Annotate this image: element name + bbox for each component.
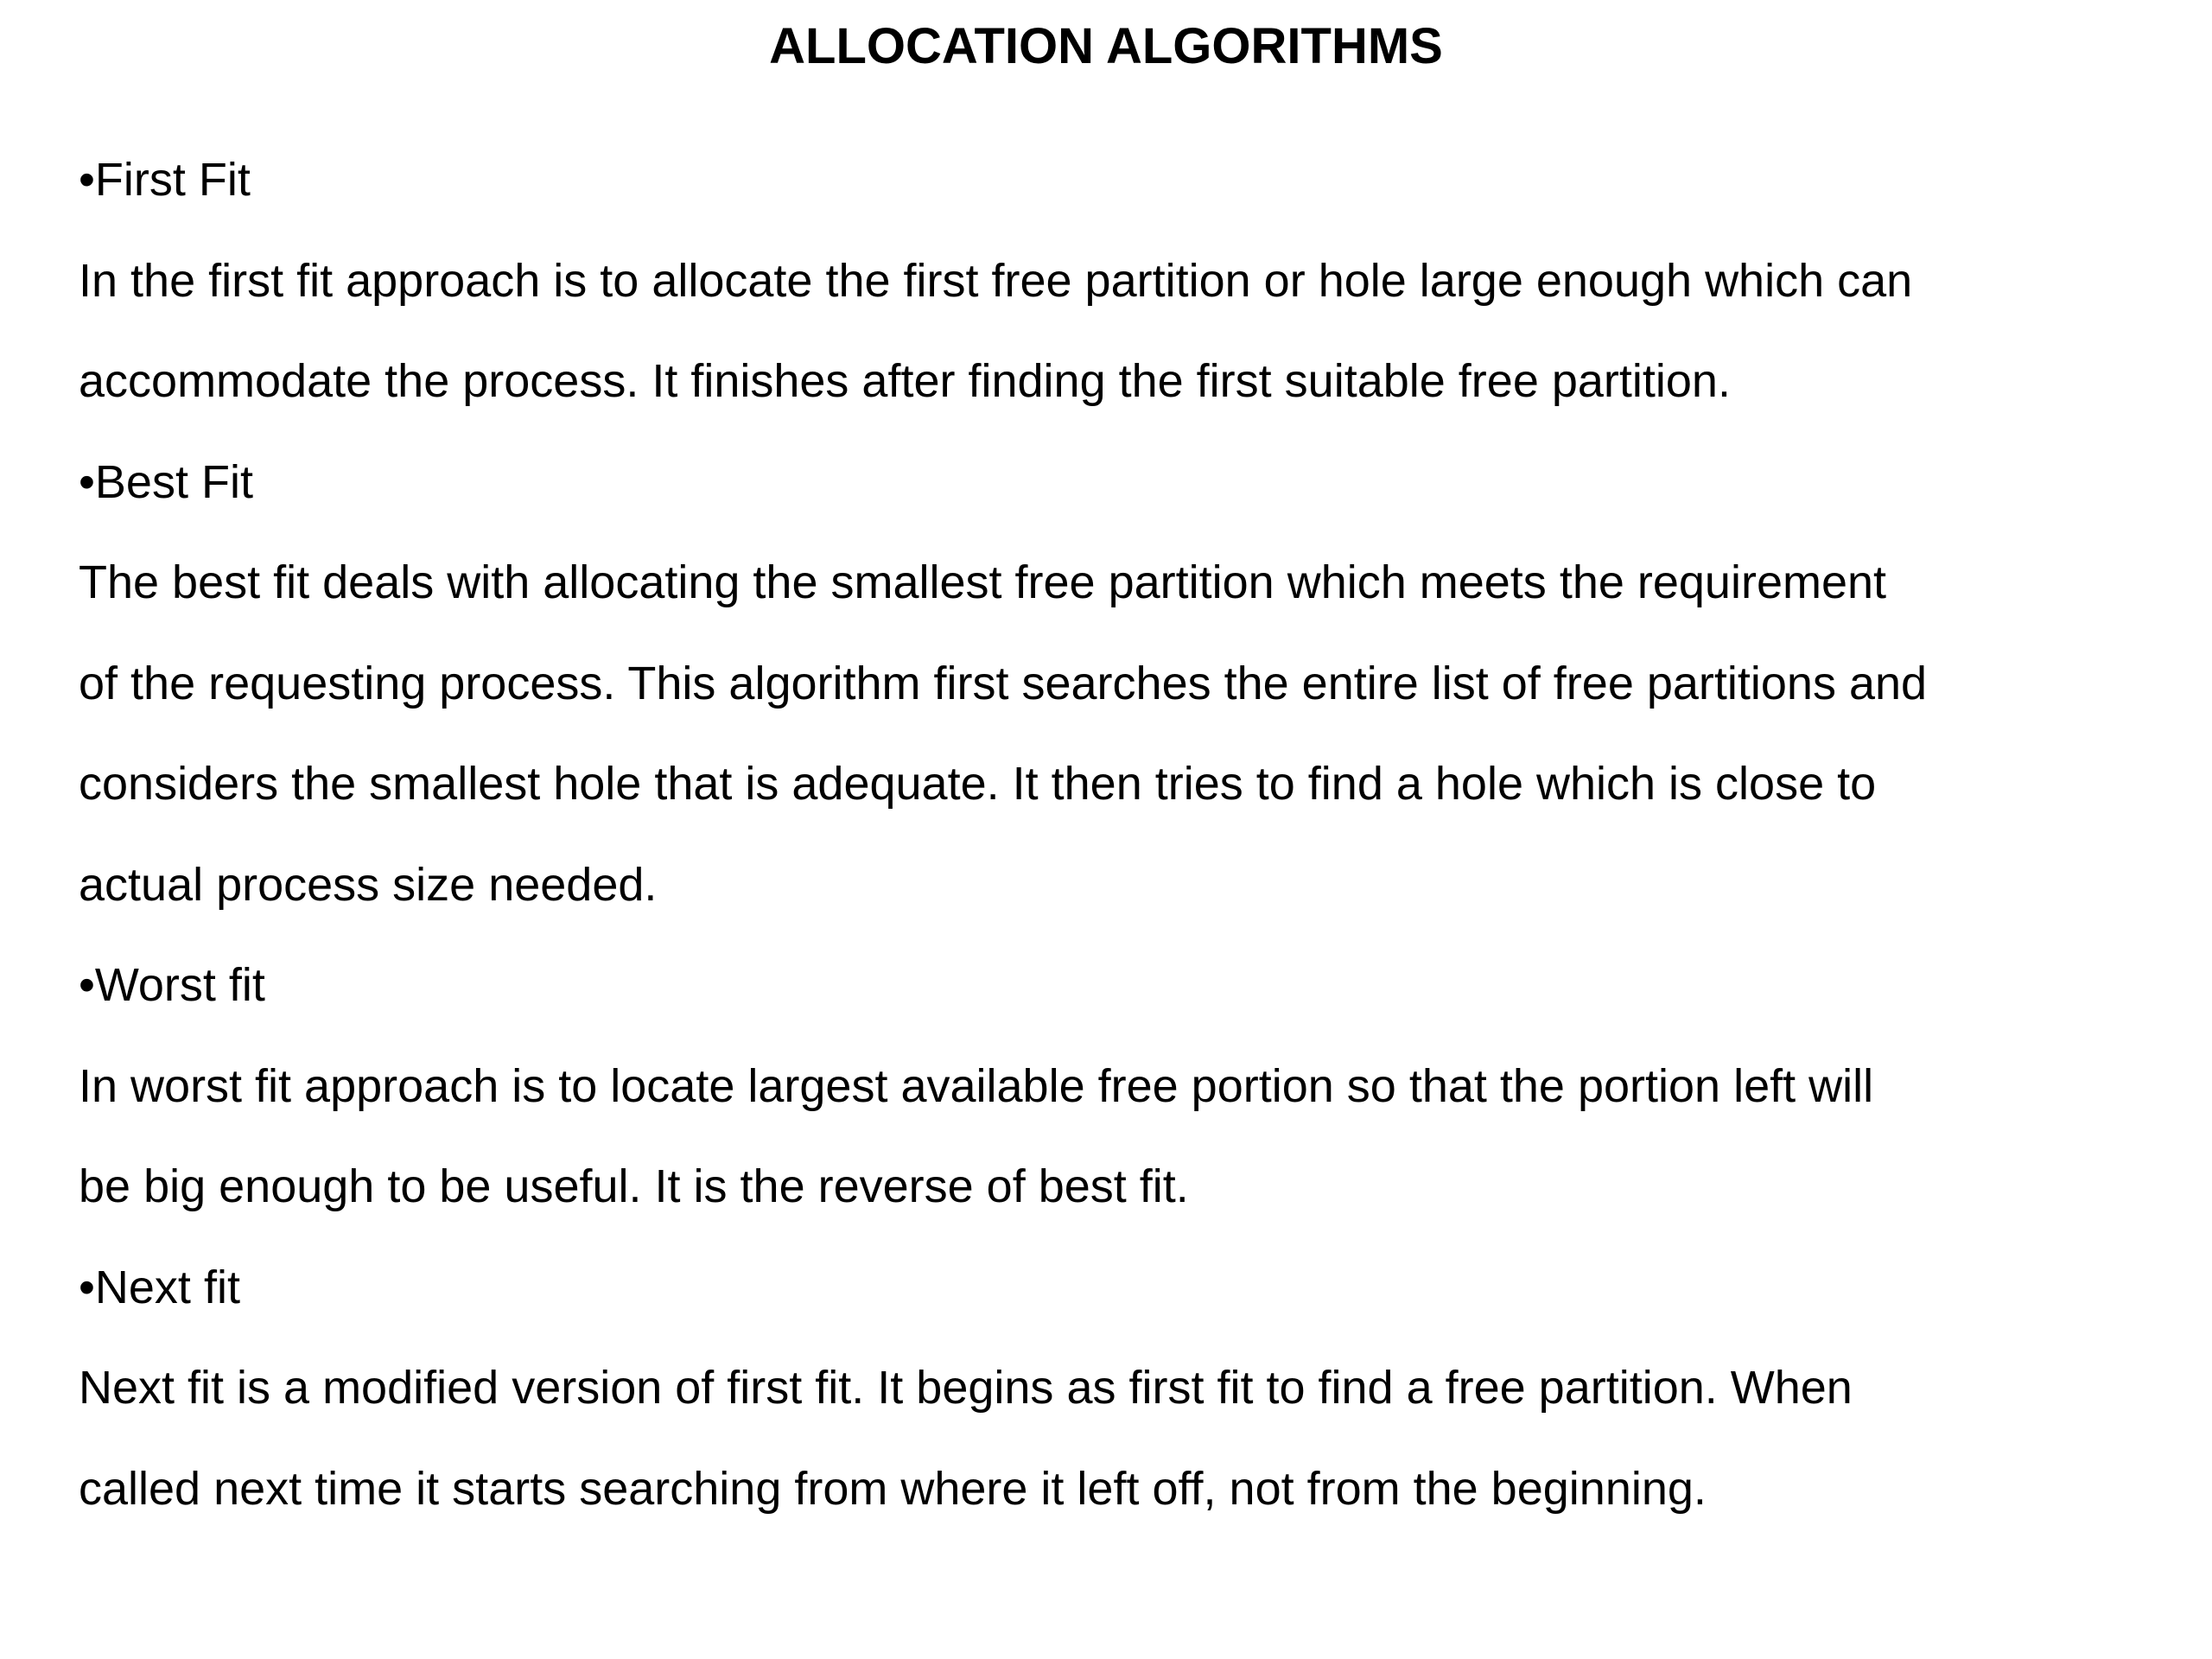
first-fit-text-line: In the first fit approach is to allocate the first free partition or hole large enough which can <box>79 254 1913 307</box>
section-heading-worst-fit: •Worst fit <box>79 959 265 1011</box>
next-fit-text-line: Next fit is a modified version of first fit. It begins as first fit to find a free partition. When <box>79 1362 1853 1414</box>
slide-title: ALLOCATION ALGORITHMS <box>769 18 1443 74</box>
section-heading-best-fit: •Best Fit <box>79 455 253 508</box>
worst-fit-text-line: be big enough to be useful. It is the reverse of best fit. <box>79 1160 1189 1212</box>
best-fit-text-line: The best fit deals with allocating the smallest free partition which meets the requirement <box>79 556 1887 608</box>
best-fit-text-line: of the requesting process. This algorithm first searches the entire list of free partitions and <box>79 657 1928 709</box>
best-fit-text-line: actual process size needed. <box>79 858 658 911</box>
section-heading-next-fit: •Next fit <box>79 1261 240 1313</box>
best-fit-text-line: considers the smallest hole that is adequate. It then tries to find a hole which is close to <box>79 758 1877 810</box>
section-heading-first-fit: •First Fit <box>79 154 251 206</box>
slide-body <box>79 130 2170 1539</box>
worst-fit-text-line: In worst fit approach is to locate largest available free portion so that the portion left will <box>79 1059 1874 1112</box>
first-fit-text-line: accommodate the process. It finishes after finding the first suitable free partition. <box>79 355 1731 407</box>
next-fit-text-line: called next time it starts searching from where it left off, not from the beginning. <box>79 1462 1707 1515</box>
